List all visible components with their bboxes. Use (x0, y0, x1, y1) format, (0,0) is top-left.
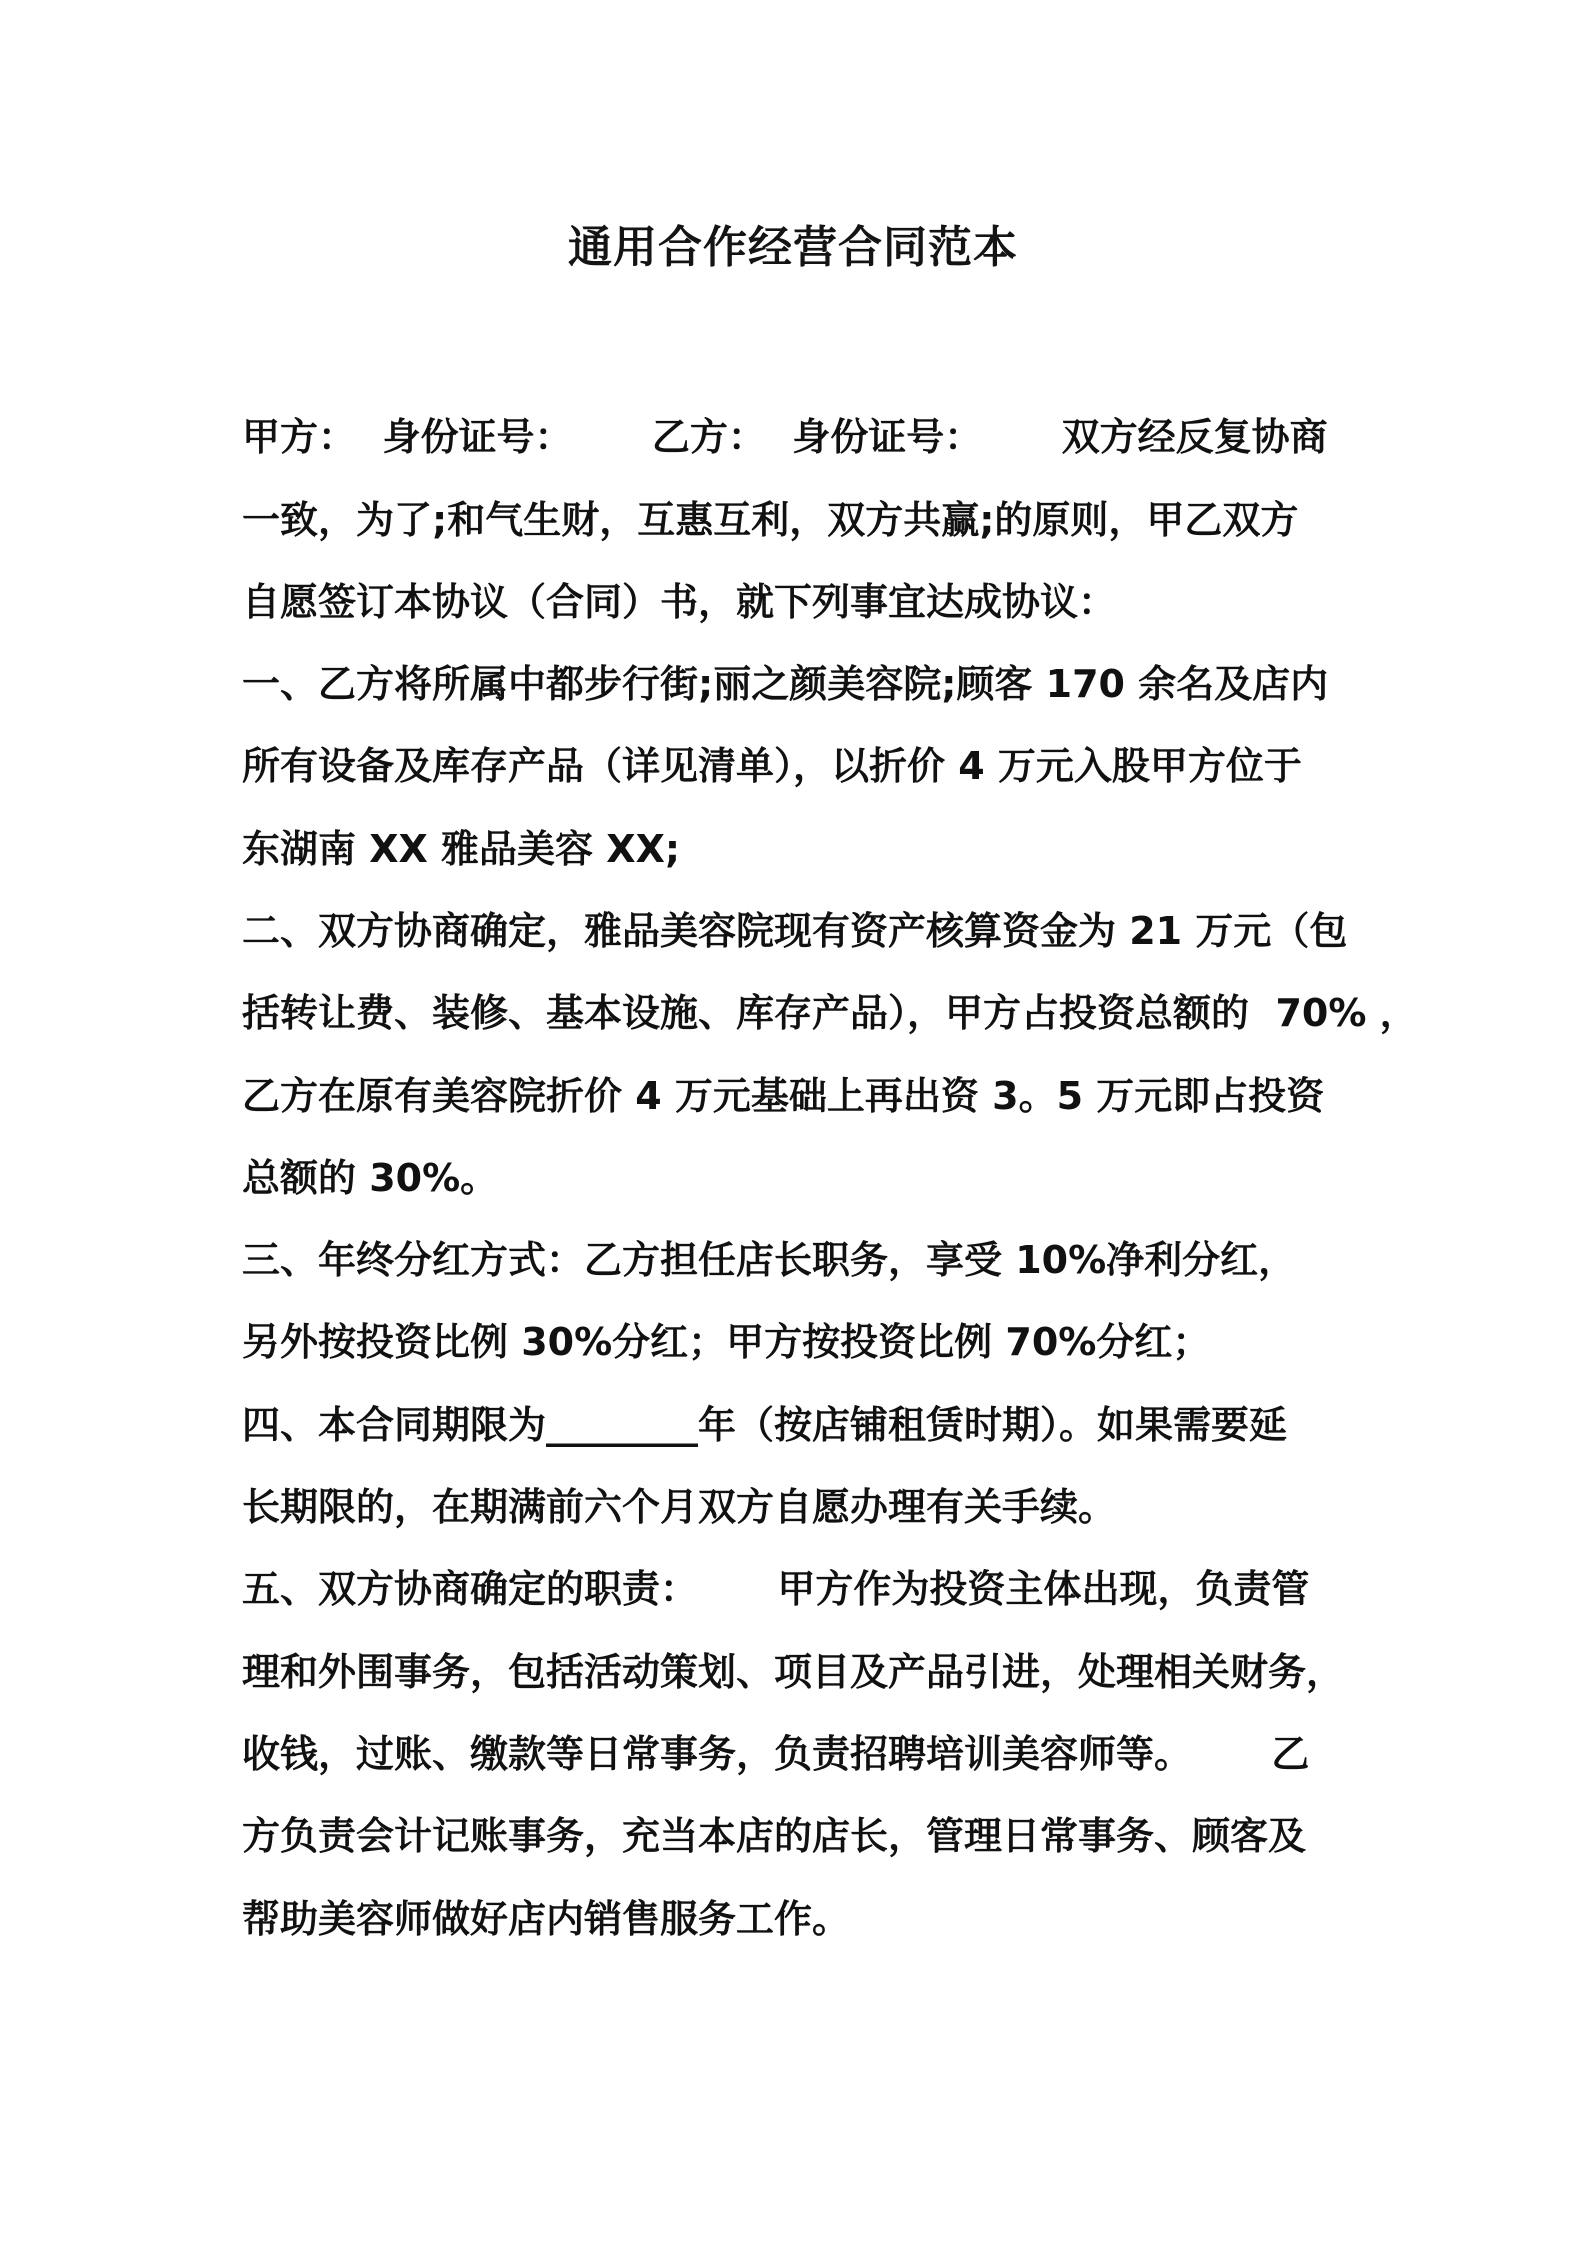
body-line-19: 帮助美容师做好店内销售服务工作。 (242, 1897, 851, 1941)
body-line-11: 三、年终分红方式：乙方担任店长职务，享受 10%净利分红， (242, 1238, 1297, 1282)
body-line-18: 方负责会计记账事务，充当本店的店长，管理日常事务、顾客及 (242, 1814, 1307, 1858)
body-line-12: 另外按投资比例 30%分红；甲方按投资比例 70%分红； (242, 1320, 1211, 1364)
body-line-1: 甲方： 身份证号： 乙方： 身份证号： 双方经反复协商 (242, 415, 1328, 459)
body-line-2: 一致，为了;和气生财，互惠互利，双方共赢;的原则，甲乙双方 (242, 498, 1299, 542)
body-line-16: 理和外围事务，包括活动策划、项目及产品引进，处理相关财务， (242, 1650, 1345, 1694)
body-line-7: 二、双方协商确定，雅品美容院现有资产核算资金为 21 万元（包 (242, 909, 1348, 953)
body-line-6: 东湖南 XX 雅品美容 XX; (242, 827, 681, 871)
body-line-4: 一、乙方将所属中都步行街;丽之颜美容院;顾客 170 余名及店内 (242, 662, 1329, 706)
body-line-8: 括转让费、装修、基本设施、库存产品），甲方占投资总额的 70% ， (242, 991, 1418, 1035)
body-line-14: 长期限的，在期满前六个月双方自愿办理有关手续。 (242, 1485, 1117, 1529)
body-line-17: 收钱，过账、缴款等日常事务，负责招聘培训美容师等。 乙 (242, 1732, 1310, 1776)
body-line-15: 五、双方协商确定的职责： 甲方作为投资主体出现，负责管 (242, 1567, 1310, 1611)
body-line-10: 总额的 30%。 (242, 1156, 499, 1200)
body-line-13: 四、本合同期限为________年（按店铺租赁时期）。如果需要延 (242, 1403, 1288, 1447)
body-line-5: 所有设备及库存产品（详见清单），以折价 4 万元入股甲方位于 (242, 744, 1302, 788)
body-line-9: 乙方在原有美容院折价 4 万元基础上再出资 3。5 万元即占投资 (242, 1074, 1325, 1118)
document-title: 通用合作经营合同范本 (568, 222, 1018, 273)
body-line-3: 自愿签订本协议（合同）书，就下列事宜达成协议： (242, 580, 1117, 624)
